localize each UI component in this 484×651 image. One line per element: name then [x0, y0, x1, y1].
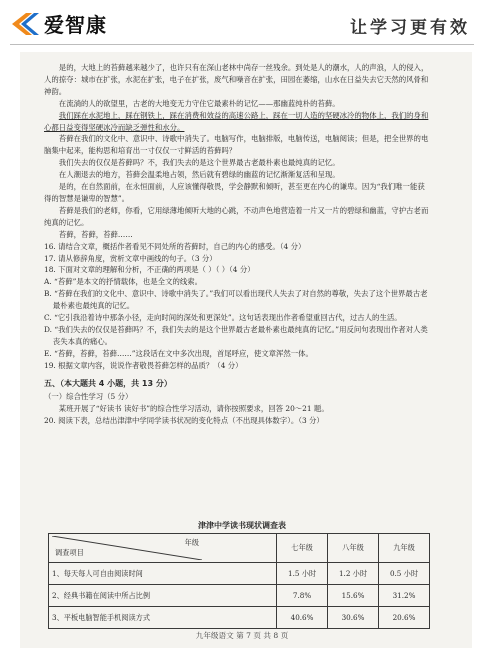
table-row	[49, 563, 430, 585]
survey-table	[48, 533, 430, 629]
table-row	[49, 585, 430, 607]
row-label: 2、经典书籍在阅读中所占比例	[49, 585, 277, 607]
activity-intro: 某班开展了“好读书 读好书”的综合性学习活动，请你按照要求，回答 20～21 题。	[58, 404, 329, 414]
passage-paragraph: 在流淌的人的欲望里，古老的大地变无力守住它最素朴的记忆——那幽蓝纯朴的苔藓。	[58, 98, 340, 108]
corner-item-label: 调查项目	[55, 548, 84, 557]
subsection-heading: （一）综合性学习（5 分）	[44, 392, 133, 402]
passage-paragraph: 苔藓在我们的文化中、意识中、诗歌中消失了。电脑写作，电脑排版，电脑传送，电脑阅读；但是，把全世界的电脑集中起来，能构思和培育出一寸仅仅一寸鲜活的苔藓吗？	[44, 134, 429, 156]
corner-cell	[49, 534, 277, 563]
page-footer: 九年级语文 第 7 页 共 8 页	[195, 631, 289, 640]
logo-icon	[10, 11, 40, 37]
passage-paragraph: 是的，大地上的苔藓越来越少了，也许只有在深山老林中尚存一丝残余。到处是人的潮水，人的声浪，人的侵入，人的掠夺：城市在扩张，水泥在扩张，电子在扩张，废气和噪音在扩张，田园在萎缩，山水在日益失去它天然的风骨和神韵。	[44, 63, 429, 96]
exam-content	[44, 62, 432, 427]
table-cell: 1.2 小时	[328, 563, 379, 585]
option-d: D. “我们失去的仅仅是苔藓吗？不，我们失去的是这个世界最古老最朴素也最纯真的记忆。”用反问句表现出作者对人类丧失本真的痛心。	[44, 324, 428, 346]
underlined-sentence: 我们踩在水泥地上，踩在钢铁上，踩在消费和效益的高速公路上，踩在一切人造的坚硬冰冷的物体上，我们的身和心都日益变得坚硬冰冷而缺乏弹性和水分。	[44, 110, 429, 132]
option-e: E. “苔藓，苔藓，苔藓……”这段话在文中多次出现，首尾呼应，使文章浑然一体。	[44, 348, 313, 358]
option-a: A. “苔藓”是本文的抒情载体，也是全文的线索。	[44, 277, 203, 287]
passage-paragraph: 苔藓，苔藓，苔藓……	[58, 229, 133, 239]
question-19: 19. 根据文章内容，说说作者敬畏苔藓怎样的品质？（4 分）	[44, 360, 243, 370]
column-header: 七年级	[277, 534, 328, 563]
corner-grade-label: 年级	[184, 538, 199, 547]
table-cell: 0.5 小时	[379, 563, 430, 585]
table-header-row	[49, 534, 430, 563]
table-cell: 40.6%	[277, 607, 328, 629]
table-cell: 1.5 小时	[277, 563, 328, 585]
brand-logo[interactable]	[10, 9, 107, 38]
row-label: 1、每天每人可自由阅读时间	[49, 563, 277, 585]
table-cell: 15.6%	[328, 585, 379, 607]
column-header: 九年级	[379, 534, 430, 563]
header-divider	[10, 44, 474, 45]
passage-paragraph: 是的，在自然面前，在永恒面前，人应该懂得敬畏，学会静默和倾听，甚至更在内心的谦卑。因为“我们唯一能获得的智慧是谦卑的智慧”。	[44, 182, 425, 203]
row-label: 3、平板电脑智能手机阅读方式	[49, 607, 277, 629]
question-17: 17. 请从修辞角度，赏析文章中画线的句子。（3 分）	[44, 253, 217, 263]
slogan-text: 让学习更有效	[350, 18, 470, 38]
question-16: 16. 请结合文章，概括作者看见不同处所的苔藓时，自己的内心的感受。（4 分）	[44, 241, 306, 251]
table-caption: 津津中学读书现状调查表	[198, 520, 286, 530]
question-20: 20. 阅读下表，总结出津津中学同学读书状况的变化特点（不出现具体数字）。（3 分）	[44, 416, 324, 426]
header-bar	[0, 0, 484, 44]
question-18: 18. 下面对文章的理解和分析，不正确的两项是（ ）（ ）（4 分）	[44, 265, 255, 275]
section-heading: 五、（本大题共 4 小题，共 13 分）	[44, 378, 172, 388]
table-cell: 30.6%	[328, 607, 379, 629]
column-header: 八年级	[328, 534, 379, 563]
passage-paragraph: 在人潮退去的地方，苔藓会温柔地占领，然后就有碧绿的幽蓝的记忆渐渐复活和呈现。	[58, 170, 340, 180]
table-cell: 20.6%	[379, 607, 430, 629]
table-cell: 31.2%	[379, 585, 430, 607]
table-row	[49, 607, 430, 629]
passage-paragraph: 我们失去的仅仅是苔藓吗？不，我们失去的是这个世界最古老最朴素也最纯真的记忆。	[58, 158, 340, 168]
passage-paragraph: 苔藓是我们的老师，你看，它用绿薄地倾听大地的心跳，不动声色地营造着一片又一片的碧绿和幽蓝，守护古老而纯真的记忆。	[44, 205, 429, 227]
option-b: B. “苔藓在我们的文化中、意识中、诗歌中消失了。”我们可以看出现代人失去了对自然的尊敬，失去了这个世界最古老最朴素也最纯真的记忆。	[44, 289, 428, 311]
table-cell: 7.8%	[277, 585, 328, 607]
option-c: C. “它引我沿着诗中那条小径，走向时间的深处和更深处”。这句话表现出作者希望重回古代，过古人的生活。	[44, 313, 402, 323]
brand-name: 爱智康	[44, 13, 107, 37]
